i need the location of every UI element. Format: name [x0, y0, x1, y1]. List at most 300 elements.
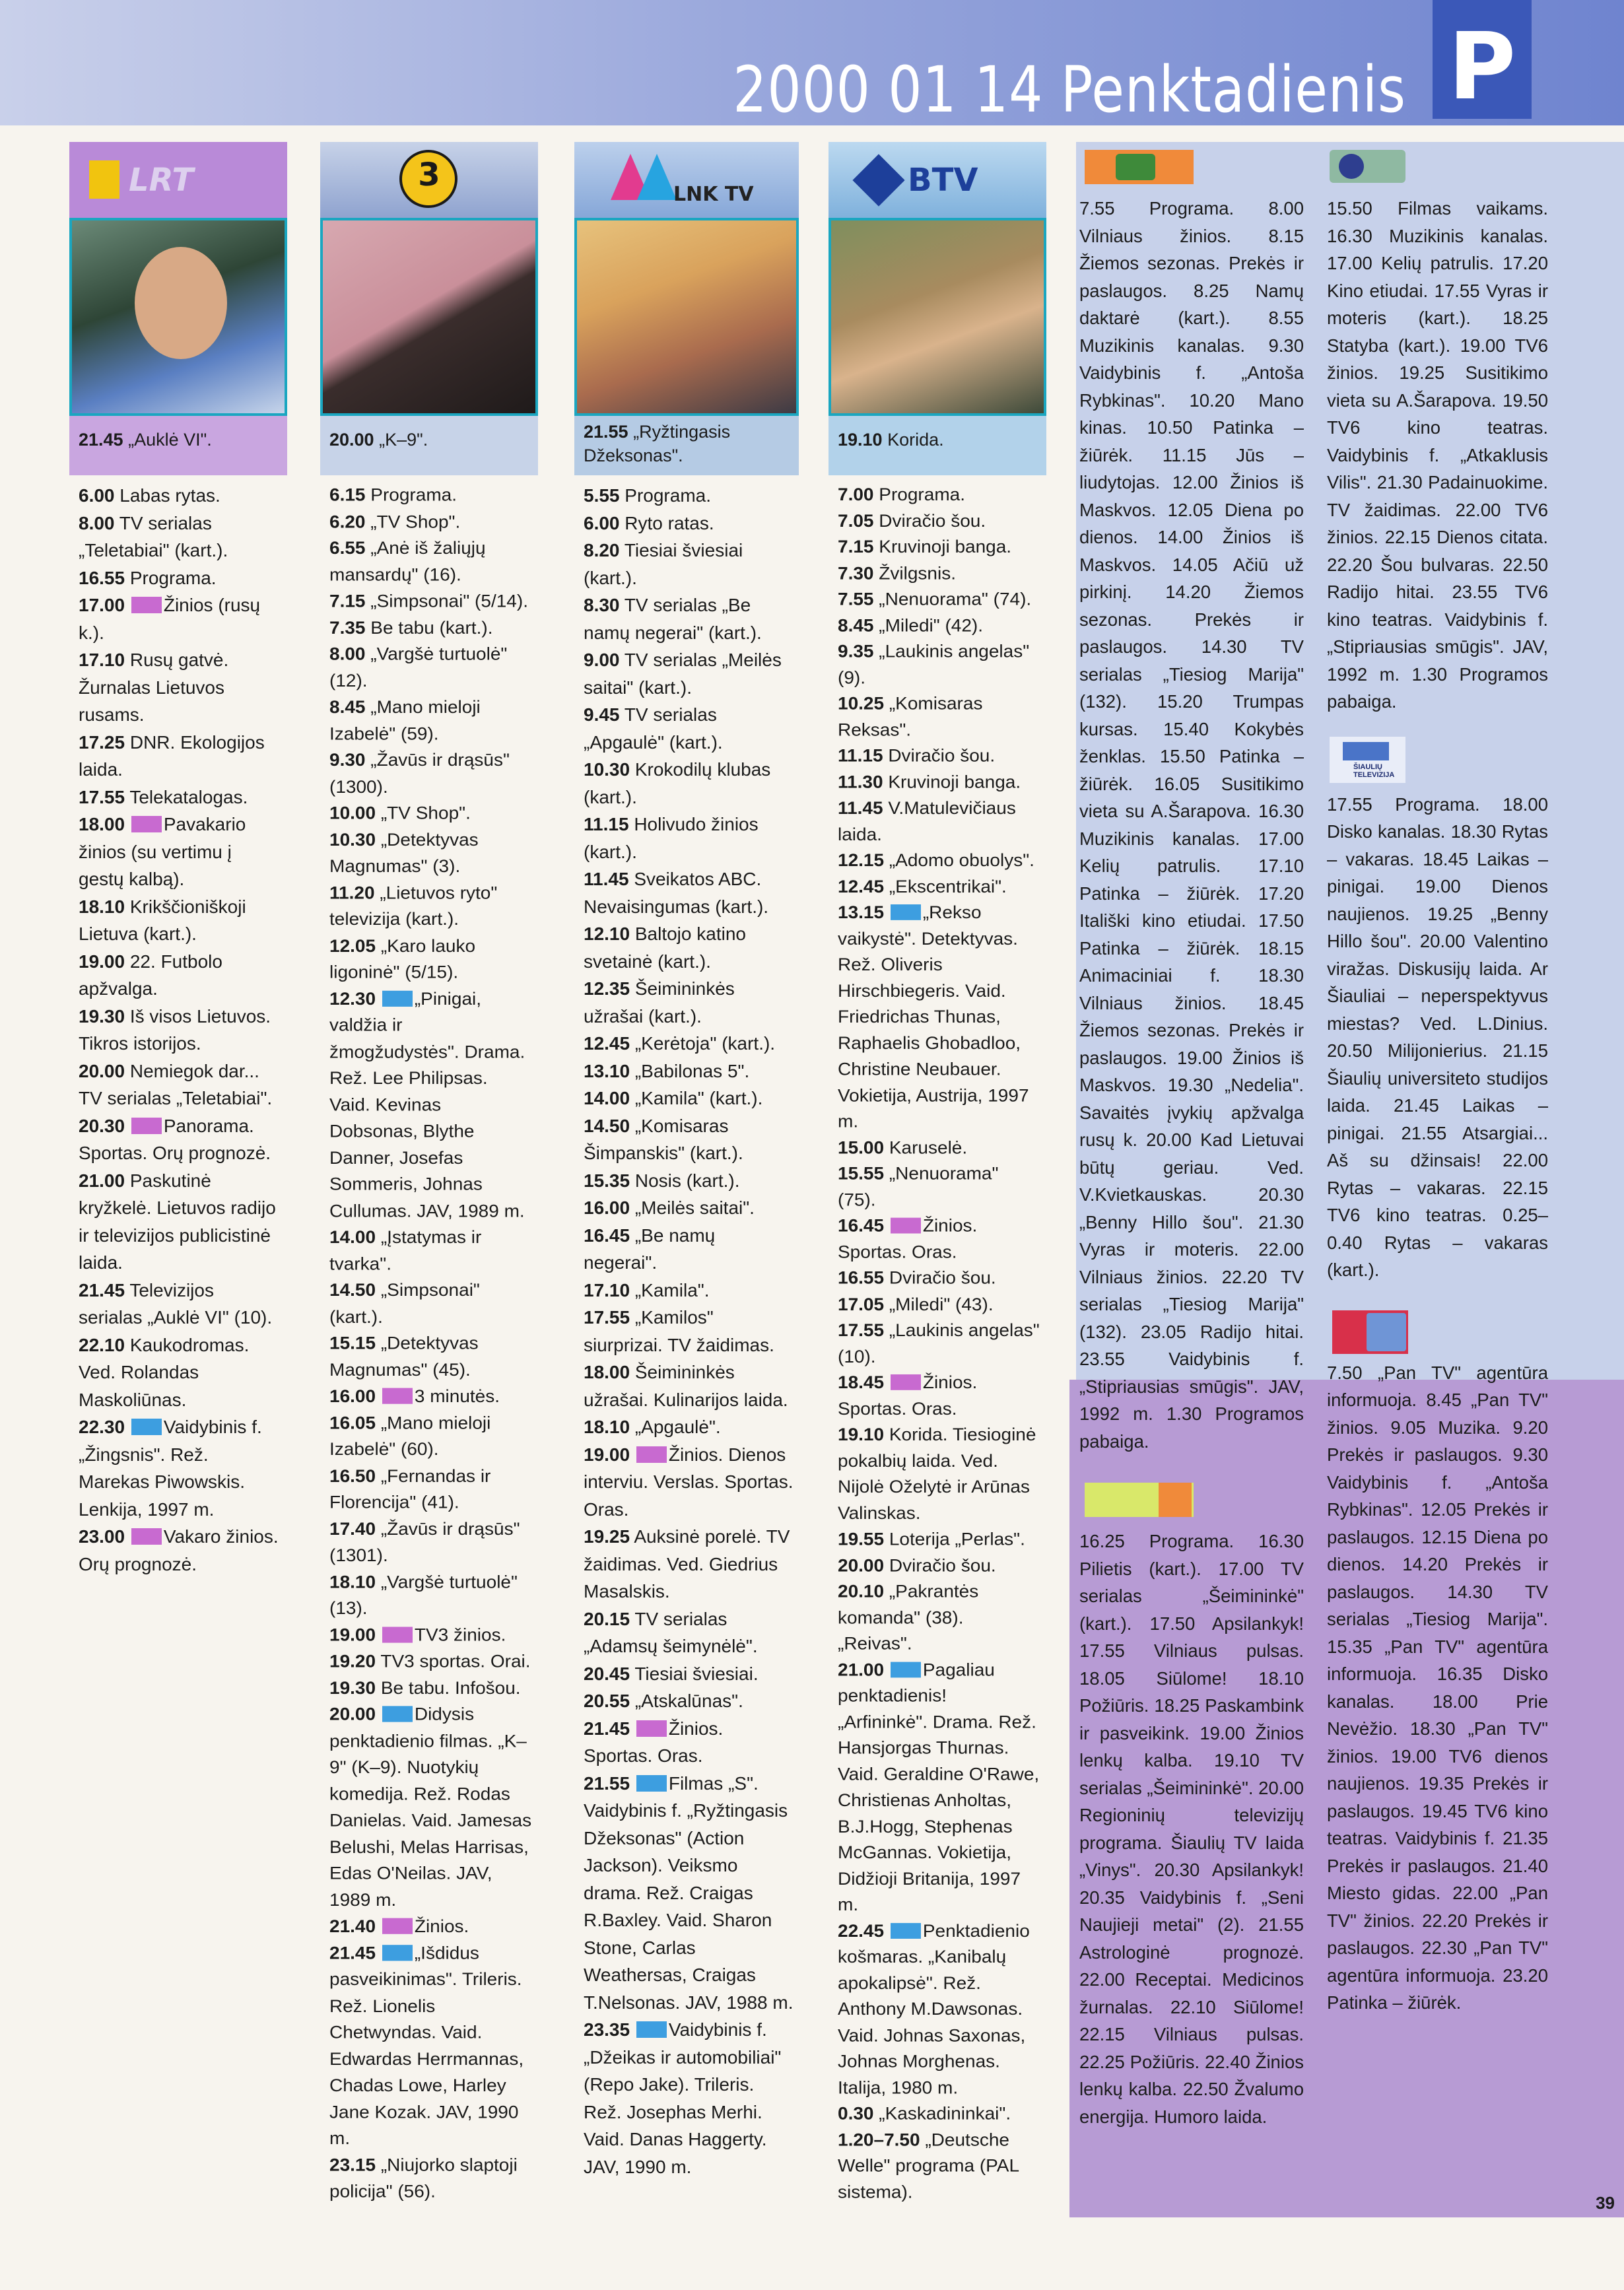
tv3-logo-text: 3: [418, 156, 440, 193]
entry-time: 7.15: [329, 591, 366, 611]
entry-title: „Lietuvos ryto" televizija (kart.).: [329, 882, 498, 929]
entry-time: 16.00: [584, 1197, 630, 1218]
tv6-schedule: 15.50 Filmas vaikams. 16.30 Muzikinis kanalas. 17.00 Kelių patrulis. 17.20 Kino etiudai. 17.55 Vyras ir moteris (kart.). 18.25 Statyba (kart.). 19.00 TV6 žinios. 19.25 Susitikimo vieta su A.Šarapova. 19.50 TV6 kino teatras. Vaidybinis f. „Atkaklusis Vilis". 21.30 Padainuokime. TV žaidimas. 22.00 TV6 žinios. 22.15 Dienos citata. 22.20 Šou bulvaras. 22.50 Radijo hitai. 23.55 TV6 kino teatras. Vaidybinis f. „Stipriausias smūgis". JAV, 1992 m. 1.30 Programos pabaiga.: [1327, 198, 1548, 712]
entry-time: 20.15: [584, 1608, 630, 1629]
entry-title: Tiesiai šviesiai.: [634, 1663, 759, 1684]
listing-entry: [838, 508, 1041, 534]
entry-time: 18.10: [329, 1571, 376, 1592]
entry-title: Holivudo žinios (kart.).: [584, 814, 759, 862]
entry-title: V.Matulevičiaus laida.: [838, 797, 1016, 844]
lrt-logo-text: LRT: [129, 162, 194, 199]
entry-time: 17.10: [79, 650, 125, 670]
entry-title: Kaukodromas. Ved. Rolandas Maskoliūnas.: [79, 1334, 250, 1410]
entry-title: Didysis penktadienio filmas. „K–9" (K–9). Nuotykių komedija. Rež. Rodas Danielas. Vaid. Jamesas Belushi, Melas Harrisas, Edas O'Neilas. JAV, 1989 m.: [329, 1704, 532, 1910]
entry-time: 7.15: [838, 537, 874, 556]
listing-entry: [329, 641, 533, 694]
film-badge-icon: [636, 1775, 667, 1792]
entry-time: 16.45: [838, 1215, 885, 1236]
entry-time: 7.05: [838, 510, 874, 531]
siauliu-tv-logo: [1327, 730, 1548, 791]
listing-entry: [584, 646, 794, 701]
tv6-logo: [1327, 142, 1548, 195]
listing-entry: [329, 879, 533, 932]
entry-time: 17.55: [584, 1307, 630, 1328]
entry-time: 9.45: [584, 704, 620, 725]
entry-title: „Deutsche Welle" programa (PAL sistema).: [838, 2130, 1019, 2202]
channel-column-lrt: [69, 142, 287, 1578]
lrt-photo: [69, 218, 287, 416]
entry-title: „Vargšė turtuolė" (12).: [329, 644, 508, 690]
regional-column-left: [1079, 142, 1304, 2130]
entry-time: 18.10: [584, 1417, 630, 1437]
listing-entry: [584, 865, 794, 920]
entry-title: Nemiegok dar... TV serialas „Teletabiai".: [79, 1060, 273, 1108]
entry-time: 9.30: [329, 750, 366, 770]
channel-column-tv3: [320, 142, 538, 2263]
pick-time: 20.00: [329, 430, 374, 450]
listing-entry: [79, 784, 282, 811]
listing-entry: [584, 1715, 794, 1770]
listing-entry: [584, 510, 794, 537]
entry-title: „Išdidus pasveikinimas". Trileris. Rež. Lionelis Chetwyndas. Vaid. Edwardas Herrmannas, Chadas Lowe, Harley Jane Kozak. JAV, 1990 m.: [329, 1942, 524, 2148]
siauliu-logo-text: ŠIAULIŲ TELEVIZIJA: [1353, 762, 1395, 779]
entry-time: 6.00: [79, 485, 115, 506]
info-badge-icon: [636, 1720, 667, 1737]
listing-entry: [584, 811, 794, 865]
entry-time: 19.20: [329, 1651, 376, 1671]
entry-title: „Be namų negerai".: [584, 1225, 716, 1273]
listing-entry: [838, 560, 1041, 586]
entry-time: 11.20: [329, 882, 375, 902]
listing-entry: [79, 646, 282, 729]
listing-entry: [329, 1701, 533, 1913]
entry-time: 16.00: [329, 1386, 376, 1406]
entry-title: DNR. Ekologijos laida.: [79, 731, 265, 780]
listing-entry: [584, 975, 794, 1030]
listing-entry: [838, 1656, 1041, 1918]
listing-entry: [838, 612, 1041, 638]
lrt-listing: [69, 475, 287, 1578]
entry-time: 10.30: [584, 759, 630, 780]
listing-entry: [329, 1330, 533, 1383]
listing-entry: [838, 1552, 1041, 1578]
entry-title: Paskutinė kryžkelė. Lietuvos radijo ir televizijos publicistinė laida.: [79, 1170, 276, 1273]
entry-time: 14.00: [329, 1227, 376, 1247]
entry-title: Vaidybinis f. „Žingsnis". Rež. Marekas Piwowskis. Lenkija, 1997 m.: [79, 1417, 262, 1520]
listing-entry: [79, 1058, 282, 1112]
entry-title: „TV Shop".: [370, 511, 461, 531]
entry-title: „Pinigai, valdžia ir žmogžudystės". Drama. Rež. Lee Philipsas. Vaid. Kevinas Dobsonas, Blythe Danner, Josefas Sommeris, Johnas Cullumas. JAV, 1989 m.: [329, 988, 525, 1221]
entry-time: 16.55: [79, 567, 125, 588]
entry-time: 11.45: [584, 869, 629, 889]
entry-time: 19.00: [79, 951, 125, 972]
entry-title: TV serialas „Apgaulė" (kart.).: [584, 704, 723, 753]
entry-title: „Įstatymas ir tvarka".: [329, 1227, 482, 1273]
entry-time: 14.00: [584, 1088, 630, 1108]
entry-title: TV3 sportas. Orai.: [380, 1651, 531, 1671]
lnk-logo: [574, 142, 799, 218]
tv3-photo: [320, 218, 538, 416]
btv-photo: [829, 218, 1046, 416]
film-badge-icon: [382, 1706, 413, 1722]
listing-entry: [584, 537, 794, 591]
pick-title: „Ryžtingasis Džeksonas".: [584, 422, 731, 465]
entry-title: „Kamilos" siurprizai. TV žaidimas.: [584, 1307, 774, 1355]
listing-entry: [838, 1317, 1041, 1369]
entry-time: 23.35: [584, 2019, 630, 2040]
entry-title: Loterija „Perlas".: [889, 1529, 1025, 1549]
lnk-photo: [574, 218, 799, 416]
entry-time: 22.30: [79, 1417, 125, 1437]
entry-title: „Komisaras Reksas".: [838, 693, 983, 739]
entry-time: 6.20: [329, 511, 366, 531]
pick-time: 19.10: [838, 430, 883, 450]
listing-entry: [329, 1409, 533, 1462]
film-badge-icon: [891, 1923, 921, 1939]
entry-title: Karuselė.: [889, 1137, 968, 1157]
listing-entry: [329, 614, 533, 640]
entry-time: 12.45: [584, 1033, 630, 1054]
btv-listing: [829, 475, 1046, 2205]
entry-title: Programa.: [129, 567, 217, 588]
entry-title: Žinios (rusų k.).: [79, 595, 261, 643]
entry-time: 7.55: [838, 589, 874, 609]
entry-time: 6.55: [329, 537, 366, 558]
listing-entry: [838, 638, 1041, 690]
listing-entry: [329, 535, 533, 588]
entry-time: 21.45: [584, 1718, 630, 1739]
film-badge-icon: [382, 990, 413, 1006]
listing-entry: [79, 1331, 282, 1414]
listing-entry: [838, 482, 1041, 508]
entry-title: Šeimininkės užrašai (kart.).: [584, 978, 735, 1027]
entry-title: Be tabu (kart.).: [370, 617, 493, 638]
entry-title: Filmas „S". Vaidybinis f. „Ryžtingasis Džeksonas" (Action Jackson). Veiksmo drama. Rež. Craigas R.Baxley. Vaid. Sharon Stone, Carlas Weathersas, Craigas T.Nelsonas. JAV, 1988 m.: [584, 1772, 794, 2013]
listing-entry: [329, 694, 533, 747]
entry-time: 17.55: [838, 1320, 885, 1340]
listing-entry: [329, 799, 533, 826]
entry-time: 11.30: [838, 772, 883, 791]
entry-title: Rusų gatvė. Žurnalas Lietuvos rusams.: [79, 650, 229, 725]
entry-title: Ryto ratas.: [625, 512, 714, 533]
entry-time: 21.40: [329, 1916, 376, 1936]
entry-title: TV serialas „Meilės saitai" (kart.).: [584, 650, 782, 698]
entry-title: Dviračio šou.: [888, 745, 996, 766]
tv3-logo: [320, 142, 538, 218]
entry-time: 19.25: [584, 1526, 630, 1547]
entry-time: 0.30: [838, 2103, 874, 2124]
entry-time: 7.00: [838, 485, 874, 504]
film-badge-icon: [891, 1662, 921, 1677]
listing-entry: [838, 795, 1041, 847]
entry-title: Auksinė porelė. TV žaidimas. Ved. Giedrius Masalskis.: [584, 1526, 790, 1601]
listing-entry: [329, 2151, 533, 2204]
pick-title: „Auklė VI".: [128, 430, 212, 450]
entry-title: „Komisaras Šimpanskis" (kart.).: [584, 1115, 743, 1163]
entry-time: 12.05: [329, 935, 376, 956]
entry-time: 6.00: [584, 512, 620, 533]
entry-title: Žinios. Sportas. Oras.: [838, 1372, 978, 1419]
listing-entry: [584, 1523, 794, 1605]
entry-time: 22.45: [838, 1920, 885, 1941]
film-badge-icon: [131, 1419, 162, 1435]
entry-title: Dviračio šou.: [879, 510, 986, 531]
entry-time: 21.00: [79, 1170, 125, 1191]
listing-entry: [838, 534, 1041, 560]
listing-entry: [329, 1674, 533, 1701]
listing-entry: [79, 1112, 282, 1167]
entry-title: Programa.: [370, 485, 457, 505]
listing-entry: [329, 1621, 533, 1648]
entry-title: Be tabu. Infošou.: [380, 1677, 521, 1698]
channel-column-lnk: [574, 142, 799, 2180]
entry-time: 12.45: [838, 876, 885, 896]
listing-entry: [838, 1291, 1041, 1318]
entry-time: 20.00: [329, 1704, 376, 1724]
entry-title: Dviračio šou.: [889, 1267, 996, 1288]
entry-time: 17.55: [79, 786, 125, 807]
date-title: 2000 01 14 Penktadienis: [733, 53, 1406, 127]
vtv-logo: [1079, 142, 1304, 195]
listing-entry: [838, 847, 1041, 873]
entry-time: 9.35: [838, 641, 874, 661]
listing-entry: [584, 1058, 794, 1085]
entry-title: „Simpsonai" (5/14).: [370, 591, 528, 611]
entry-title: TV serialas „Adamsų šeimynėlė".: [584, 1608, 758, 1656]
listing-entry: [79, 1413, 282, 1523]
pick-time: 21.45: [79, 430, 123, 450]
entry-time: 17.00: [79, 595, 125, 615]
pick-title: Korida.: [887, 430, 944, 450]
entry-title: Labas rytas.: [119, 485, 220, 506]
listing-entry: [584, 1770, 794, 2017]
entry-time: 19.55: [838, 1529, 885, 1549]
entry-time: 11.15: [584, 814, 629, 834]
entry-title: Programa.: [879, 485, 965, 504]
entry-title: „Miledi" (42).: [879, 615, 984, 635]
info-badge-icon: [891, 1218, 921, 1234]
entry-time: 13.10: [584, 1060, 630, 1081]
entry-time: 20.55: [584, 1691, 630, 1711]
lnk-pick: [574, 416, 799, 475]
listing-entry: [329, 826, 533, 879]
listing-entry: [79, 1167, 282, 1277]
listing-entry: [79, 1277, 282, 1331]
entry-time: 20.30: [79, 1115, 125, 1136]
regional-column-right: [1327, 142, 1548, 2017]
listing-entry: [584, 1660, 794, 1688]
listing-entry: [79, 564, 282, 592]
entry-title: Iš visos Lietuvos. Tikros istorijos.: [79, 1005, 271, 1054]
entry-title: „Babilonas 5".: [634, 1060, 750, 1081]
entry-title: Vaidybinis f. „Džeikas ir automobiliai" (Repo Jake). Trileris. Rež. Josephas Merhi. Vaid. Danas Haggerty. JAV, 1990 m.: [584, 2019, 782, 2177]
entry-title: „Mano mieloji Izabelė" (60).: [329, 1412, 491, 1459]
entry-time: 21.45: [329, 1942, 376, 1963]
entry-time: 15.35: [584, 1170, 630, 1191]
entry-title: Penktadienio košmaras. „Kanibalų apokalipsė". Rež. Anthony M.Dawsonas. Vaid. Johnas Saxonas, Johnas Morghenas. Italija, 1980 m.: [838, 1920, 1030, 2097]
entry-time: 10.30: [329, 829, 376, 850]
tv11-schedule: 16.25 Programa. 16.30 Pilietis (kart.). 17.00 TV serialas „Šeimininkė" (kart.). 17.50 Apsilankyk! 17.55 Vilniaus pulsas. 18.05 Siūlome! 18.10 Požiūris. 18.25 Paskambink ir pasveikink. 19.00 Žinios lenkų kalba. 19.10 TV serialas „Šeimininkė". 20.00 Regioninių televizijų programa. Šiaulių TV laida „Vinys". 20.30 Apsilankyk! 20.35 Vaidybinis f. „Seni Naujieji metai" (2). 21.55 Astrologinė prognozė. 22.00 Receptai. Medicinos žurnalas. 22.10 Siūlome! 22.15 Vilniaus pulsas. 22.25 Požiūris. 22.40 Žinios lenkų kalba. 22.50 Žvalumo energija. Humoro laida.: [1079, 1531, 1304, 2127]
entry-title: Programa.: [625, 485, 711, 506]
listing-entry: [584, 1441, 794, 1524]
entry-time: 8.20: [584, 540, 620, 560]
listing-entry: [79, 510, 282, 564]
entry-time: 23.15: [329, 2155, 376, 2175]
entry-time: 15.15: [329, 1333, 376, 1353]
listing-entry: [329, 1462, 533, 1515]
listing-entry: [329, 1568, 533, 1621]
entry-title: „Meilės saitai".: [634, 1197, 755, 1218]
lrt-logo-mark: [89, 160, 119, 199]
entry-title: 3 minutės.: [414, 1386, 500, 1406]
entry-title: TV serialas „Be namų negerai" (kart.).: [584, 595, 762, 643]
entry-time: 15.55: [838, 1163, 885, 1184]
film-badge-icon: [382, 1945, 413, 1961]
entry-title: Baltojo katino svetainė (kart.).: [584, 924, 746, 972]
entry-title: Kruvinoji banga.: [879, 537, 1012, 556]
listing-entry: [329, 747, 533, 799]
listing-entry: [838, 1213, 1041, 1265]
listing-entry: [838, 1134, 1041, 1161]
entry-title: „Nenuorama" (74).: [879, 589, 1032, 609]
listing-entry: [838, 1526, 1041, 1553]
entry-time: 21.45: [79, 1279, 125, 1300]
listing-entry: [79, 893, 282, 948]
entry-title: „Vargšė turtuolė" (13).: [329, 1571, 518, 1618]
listing-entry: [584, 920, 794, 975]
entry-time: 20.00: [838, 1555, 885, 1575]
pantv-logo: [1327, 1306, 1548, 1359]
listing-entry: [584, 1413, 794, 1441]
entry-title: Žvilgsnis.: [879, 562, 956, 583]
film-badge-icon: [636, 2021, 667, 2038]
entry-title: Korida. Tiesioginė pokalbių laida. Ved. Nijolė Oželytė ir Arūnas Valinskas.: [838, 1425, 1036, 1523]
entry-title: „Niujorko slaptoji policija" (56).: [329, 2155, 518, 2202]
listing-entry: [329, 1939, 533, 2151]
entry-title: „Žavūs ir drąsūs" (1300).: [329, 750, 510, 797]
entry-title: „Žavūs ir drąsūs" (1301).: [329, 1518, 520, 1565]
entry-title: „Kamila" (kart.).: [634, 1088, 763, 1108]
entry-time: 18.10: [79, 896, 125, 917]
entry-time: 11.15: [838, 745, 883, 766]
entry-time: 16.05: [329, 1412, 376, 1432]
entry-title: 22. Futbolo apžvalga.: [79, 951, 222, 999]
entry-time: 14.50: [329, 1280, 376, 1300]
listing-entry: [838, 690, 1041, 743]
entry-time: 12.10: [584, 924, 630, 944]
info-badge-icon: [636, 1446, 667, 1463]
listing-entry: [79, 811, 282, 893]
entry-title: Sveikatos ABC. Nevaisingumas (kart.).: [584, 869, 769, 917]
listing-entry: [329, 932, 533, 985]
entry-title: „Apgaulė".: [634, 1417, 721, 1437]
info-badge-icon: [382, 1388, 413, 1404]
listing-entry: [584, 1222, 794, 1277]
entry-time: 17.10: [584, 1279, 630, 1300]
entry-time: 16.50: [329, 1465, 376, 1486]
listing-entry: [329, 1516, 533, 1568]
entry-time: 18.00: [79, 814, 125, 834]
entry-time: 8.45: [329, 696, 366, 717]
entry-time: 10.00: [329, 803, 376, 823]
entry-title: Žinios. Dienos interviu. Verslas. Sportas. Oras.: [584, 1444, 794, 1520]
siauliu-schedule: 17.55 Programa. 18.00 Disko kanalas. 18.30 Rytas – vakaras. 18.45 Laikas – pinigai. 19.00 Dienos naujienos. 19.25 „Benny Hillo šou". 20.00 Valentino viražas. Diskusijų laida. Ar Šiauliai – neperspektyvus miestas? Ved. L.Dinius. 20.50 Milijonierius. 21.15 Šiaulių universiteto studijos laida. 21.45 Laikas –pinigai. 21.55 Atsargiai... Aš su džinsais! 22.00 Rytas – vakaras. 22.15 TV6 kino teatras. 0.25–0.40 Rytas – vakaras (kart.).: [1327, 793, 1548, 1280]
listing-entry: [79, 1523, 282, 1578]
listing-entry: [329, 986, 533, 1224]
info-badge-icon: [131, 816, 162, 832]
listing-entry: [584, 2016, 794, 2180]
entry-title: Kruvinoji banga.: [888, 772, 1021, 791]
listing-entry: [838, 743, 1041, 769]
entry-title: TV3 žinios.: [414, 1625, 506, 1645]
listing-entry: [584, 591, 794, 646]
entry-title: „Laukinis angelas" (10).: [838, 1320, 1040, 1366]
listing-entry: [838, 1369, 1041, 1421]
lrt-logo: [69, 142, 287, 218]
entry-time: 6.15: [329, 485, 366, 505]
entry-title: Tiesiai šviesiai (kart.).: [584, 540, 743, 588]
listing-entry: [329, 1277, 533, 1330]
listing-entry: [79, 482, 282, 510]
tv3-listing: [320, 475, 538, 2205]
entry-title: „Adomo obuolys".: [889, 850, 1034, 870]
listing-entry: [838, 1265, 1041, 1291]
entry-time: 18.00: [584, 1362, 630, 1382]
entry-time: 19.30: [329, 1677, 376, 1698]
listing-entry: [838, 1421, 1041, 1526]
listing-entry: [838, 873, 1041, 900]
tv3-pick: [320, 416, 538, 475]
entry-title: „Laukinis angelas" (9).: [838, 641, 1030, 687]
info-badge-icon: [131, 1118, 162, 1134]
vtv-schedule: 7.55 Programa. 8.00 Vilniaus žinios. 8.15 Žiemos sezonas. Prekės ir paslaugos. 8.25 Namų daktarė (kart.). 8.55 Muzikinis kanalas. 9.30 Vaidybinis f. „Antoša Rybkinas". 10.20 Mano kinas. 10.50 Patinka – žiūrėk. 11.15 Jūs – liudytojas. 12.00 Žinios iš Maskvos. 12.05 Diena po dienos. 14.00 Žinios iš Maskvos. 14.05 Ačiū už pirkinį. 14.20 Žiemos sezonas. Prekės ir paslaugos. 14.30 TV serialas „Tiesiog Marija" (132). 15.20 Trumpas kursas. 15.40 Kokybės ženklas. 15.50 Patinka – žiūrėk. 16.05 Susitikimo vieta su A.Šarapova. 16.30 Muzikinis kanalas. 17.00 Kelių patrulis. 17.10 Patinka – žiūrėk. 17.20 Itališki kino etiudai. 17.50 Patinka – žiūrėk. 18.15 Animaciniai f. 18.30 Vilniaus žinios. 18.45 Žiemos sezonas. Prekės ir paslaugos. 19.00 Žinios iš Maskvos. 19.30 „Nedelia". Savaitės įvykių apžvalga rusų k. 20.00 Kad Lietuvai būtų geriau. Ved. V.Kvietkauskas. 20.30 „Benny Hillo šou". 21.30 Vyras ir moteris. 22.00 Vilniaus žinios. 22.20 TV serialas „Tiesiog Marija" (132). 23.05 Radijo hitai. 23.55 Vaidybinis f. „Stipriausias smūgis". JAV, 1992 m. 1.30 Programos pabaiga.: [1079, 198, 1304, 1452]
entry-title: Šeimininkės užrašai. Kulinarijos laida.: [584, 1362, 788, 1410]
entry-title: Nosis (kart.).: [634, 1170, 740, 1191]
entry-title: „Rekso vaikystė". Detektyvas. Rež. Oliveris Hirschbiegeris. Vaid. Friedrichas Thunas, Raphaelis Ghobadloo, Christine Neubauer. Vokietija, Austrija, 1997 m.: [838, 902, 1029, 1131]
entry-time: 22.10: [79, 1334, 125, 1355]
page-number: 39: [1596, 2193, 1615, 2213]
entry-time: 21.55: [584, 1772, 630, 1794]
entry-title: „Karo lauko ligoninė" (5/15).: [329, 935, 476, 982]
entry-time: 12.15: [838, 850, 885, 870]
listing-entry: [584, 1687, 794, 1715]
listing-entry: [329, 508, 533, 535]
entry-time: 19.00: [584, 1444, 630, 1465]
pick-time: 21.55: [584, 422, 628, 442]
entry-time: 17.40: [329, 1518, 376, 1539]
listing-entry: [838, 899, 1041, 1134]
entry-title: Panorama. Sportas. Orų prognozė.: [79, 1115, 271, 1163]
pick-title: „K–9".: [379, 430, 428, 450]
listing-entry: [584, 1359, 794, 1413]
entry-time: 18.45: [838, 1372, 885, 1392]
listing-entry: [584, 1167, 794, 1195]
btv-logo: [829, 142, 1046, 218]
entry-time: 8.45: [838, 615, 874, 635]
entry-title: Telekatalogas.: [129, 786, 248, 807]
listing-entry: [838, 586, 1041, 613]
tv11-logo: [1079, 1475, 1304, 1528]
btv-pick: [829, 416, 1046, 475]
entry-title: Žinios.: [414, 1916, 469, 1936]
entry-time: 17.05: [838, 1294, 885, 1314]
listing-entry: [838, 1161, 1041, 1213]
entry-title: Krikščioniškoji Lietuva (kart.).: [79, 896, 246, 944]
entry-title: Krokodilų klubas (kart.).: [584, 759, 771, 807]
entry-title: „TV Shop".: [380, 803, 471, 823]
entry-time: 5.55: [584, 485, 620, 506]
entry-title: „Kamila".: [634, 1279, 710, 1300]
